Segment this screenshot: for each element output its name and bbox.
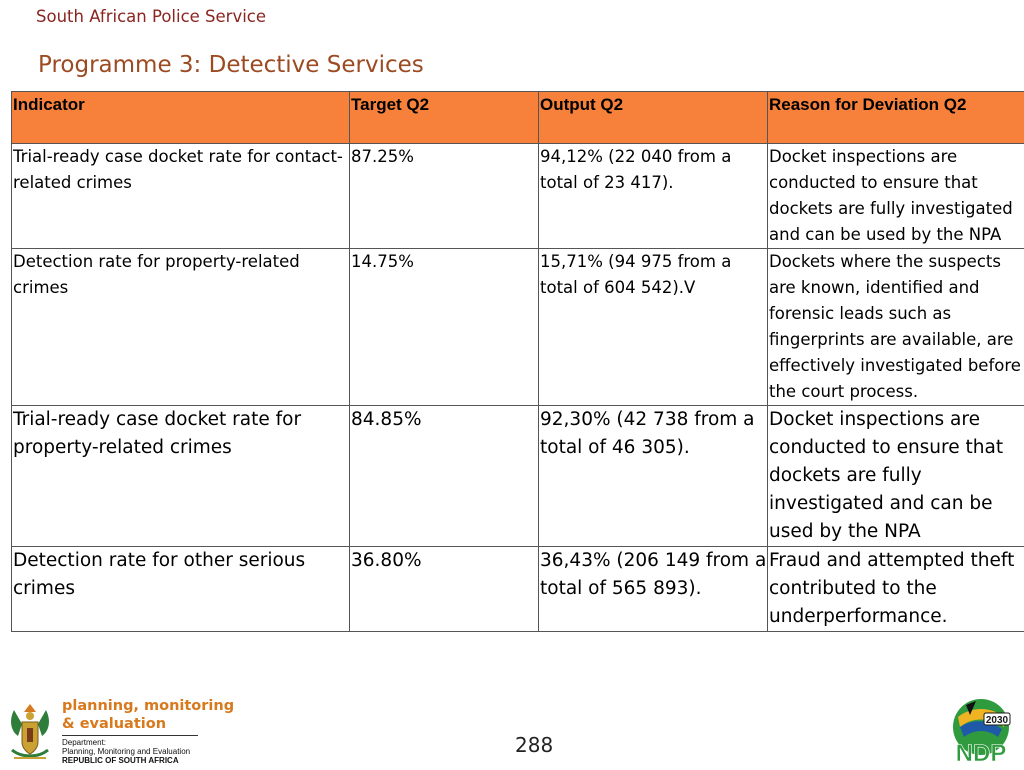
dpme-department-label: Department:	[62, 738, 106, 747]
table-row	[12, 144, 1024, 249]
table-row	[12, 249, 1024, 406]
output-cell: 92,30% (42 738 from a total of 46 305).	[539, 406, 768, 547]
column-header-target: Target Q2	[350, 92, 539, 144]
page-number: 288	[515, 733, 553, 757]
dpme-logo-line1: planning, monitoring	[62, 698, 234, 714]
dpme-country: REPUBLIC OF SOUTH AFRICA	[62, 756, 179, 765]
target-cell: 84.85%	[350, 406, 539, 547]
page-title: Programme 3: Detective Services	[38, 52, 424, 78]
table-row	[12, 547, 1024, 632]
table-header-row	[12, 92, 1024, 144]
ndp-letters: NDP	[956, 740, 1007, 765]
organisation-name: South African Police Service	[36, 7, 266, 26]
ndp-logo	[946, 697, 1016, 765]
reason-cell: Docket inspections are conducted to ensure that dockets are fully investigated and can be used by the NPA	[768, 144, 1024, 249]
output-cell: 94,12% (22 040 from a total of 23 417).	[539, 144, 768, 249]
indicator-cell: Trial-ready case docket rate for contact-related crimes	[12, 144, 350, 249]
dpme-logo-divider	[62, 735, 198, 736]
dpme-logo	[4, 698, 204, 766]
column-header-reason: Reason for Deviation Q2	[768, 92, 1024, 144]
target-cell: 14.75%	[350, 249, 539, 406]
coat-of-arms-icon	[4, 700, 56, 766]
indicator-cell: Trial-ready case docket rate for property-related crimes	[12, 406, 350, 547]
dpme-logo-line2: & evaluation	[62, 716, 166, 732]
indicator-cell: Detection rate for other serious crimes	[12, 547, 350, 632]
ndp-2030-icon	[946, 697, 1016, 765]
output-cell: 36,43% (206 149 from a total of 565 893).	[539, 547, 768, 632]
reason-cell: Fraud and attempted theft contributed to the underperformance.	[768, 547, 1024, 632]
column-header-output: Output Q2	[539, 92, 768, 144]
target-cell: 87.25%	[350, 144, 539, 249]
output-cell: 15,71% (94 975 from a total of 604 542).V	[539, 249, 768, 406]
table-row	[12, 406, 1024, 547]
indicator-table	[11, 91, 1024, 632]
reason-cell: Dockets where the suspects are known, identified and forensic leads such as fingerprints are available, are effectively investigated before the court process.	[768, 249, 1024, 406]
indicator-cell: Detection rate for property-related crimes	[12, 249, 350, 406]
ndp-year-label: 2030	[986, 715, 1009, 726]
reason-cell: Docket inspections are conducted to ensure that dockets are fully investigated and can be used by the NPA	[768, 406, 1024, 547]
target-cell: 36.80%	[350, 547, 539, 632]
column-header-indicator: Indicator	[12, 92, 350, 144]
dpme-department-name: Planning, Monitoring and Evaluation	[62, 747, 190, 756]
